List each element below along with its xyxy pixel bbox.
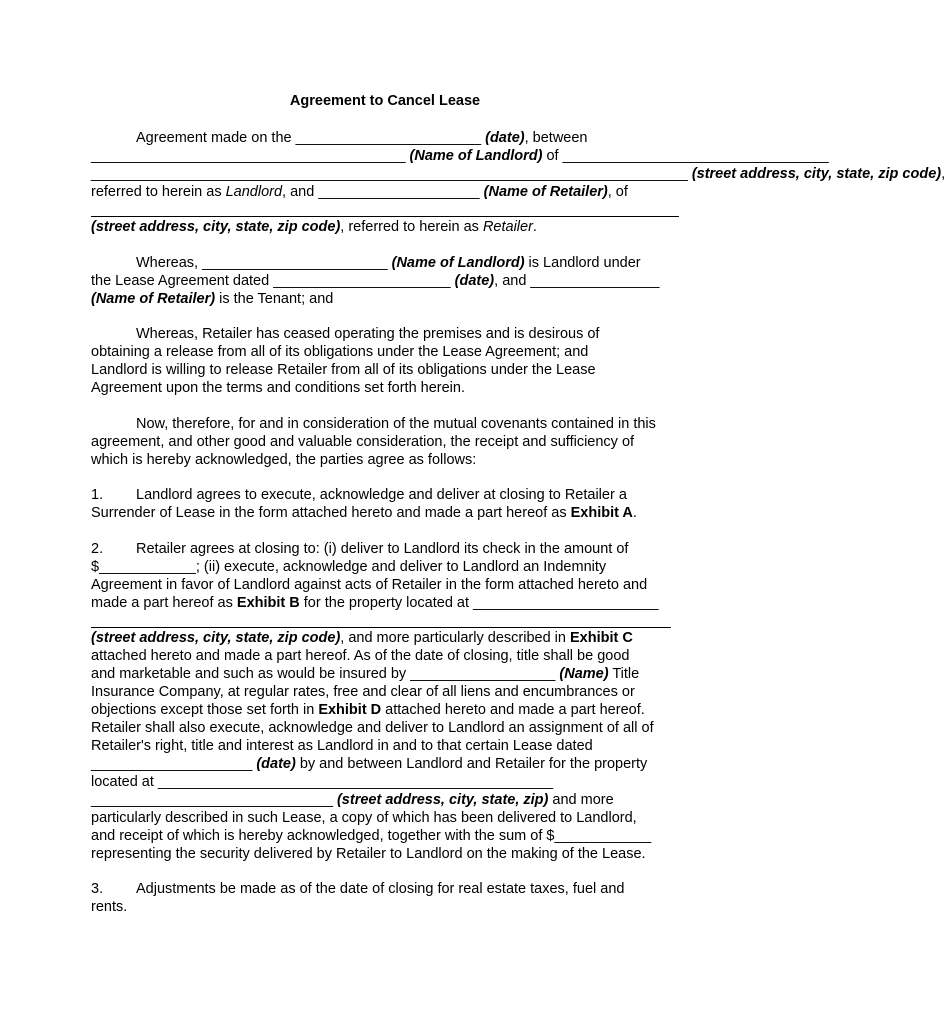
text: objections except those set forth in [91, 702, 319, 718]
text: attached hereto and made a part hereof. [381, 702, 645, 718]
item-2-line-6 [91, 629, 633, 647]
p3-line-4: Agreement upon the terms and conditions set forth herein. [91, 380, 465, 396]
item-2-line-4 [91, 594, 659, 612]
text: , and [494, 273, 531, 289]
p4-line-1: Now, therefore, for and in consideration of the mutual covenants contained in this [136, 416, 656, 432]
blank-check-amount[interactable]: ____________ [99, 559, 196, 575]
blank-landlord-name-2[interactable]: _______________________ [202, 255, 388, 271]
text: , referred to herein as [340, 219, 483, 235]
text: Surrender of Lease in the form attached hereto and made a part hereof as [91, 505, 571, 521]
p4-line-2: agreement, and other good and valuable consideration, the receipt and sufficiency of [91, 434, 635, 450]
p3-line-3: Landlord is willing to release Retailer from all of its obligations under the Lease [91, 362, 596, 378]
text: Landlord [225, 184, 283, 200]
label: (Name) [559, 666, 609, 682]
text: is the Tenant; and [215, 291, 334, 307]
label: (Name of Retailer) [483, 184, 608, 200]
blank-date[interactable]: _______________________ [295, 130, 482, 146]
text: Whereas, [136, 255, 203, 271]
item-2-line-11: Retailer shall also execute, acknowledge and deliver to Landlord an assignment of all of [91, 720, 654, 736]
text: for the property located at [299, 595, 474, 611]
p3-line-2: obtaining a release from all of its obligations under the Lease Agreement; and [91, 344, 589, 360]
exhibit-label: Exhibit B [236, 595, 300, 611]
blank-located-at-2[interactable]: ________________ [424, 774, 554, 790]
text: made a part hereof as [91, 595, 237, 611]
text: , [941, 166, 945, 182]
label: (street address, city, state, zip) [336, 792, 549, 808]
item-1-line-1: Landlord agrees to execute, acknowledge and deliver at closing to Retailer a [136, 487, 627, 503]
blank-retailer-name[interactable]: ____________________ [318, 184, 480, 200]
p4-line-3: which is hereby acknowledged, the parties agree as follows: [91, 452, 477, 468]
item-2-line-16: particularly described in such Lease, a copy of which has been delivered to Landlord, [91, 810, 637, 826]
text: located at [91, 774, 158, 790]
item-2-line-8 [91, 665, 639, 683]
p3-line-1: Whereas, Retailer has ceased operating the premises and is desirous of [136, 326, 600, 342]
exhibit-label: Exhibit C [569, 630, 633, 646]
blank-landlord-name[interactable]: _______________________________________ [91, 148, 406, 164]
text: , of [607, 184, 628, 200]
item-2-line-1: Retailer agrees at closing to: (i) deliver to Landlord its check in the amount of [136, 541, 629, 557]
blank-landlord-of[interactable]: _________________________________ [562, 148, 829, 164]
p1-line-4 [91, 183, 628, 201]
item-2-line-7: attached hereto and made a part hereof. As of the date of closing, title shall be good [91, 648, 630, 664]
text: by and between Landlord and Retailer for the property [295, 756, 648, 772]
text: of [542, 148, 563, 164]
blank-landlord-address[interactable]: _____________________________________ [91, 166, 390, 182]
text: and marketable and such as would be insured by [91, 666, 411, 682]
label: (street address, city, state, zip code) [691, 166, 942, 182]
blank-lease-date[interactable]: ______________________ [273, 273, 451, 289]
text: , between [524, 130, 588, 146]
item-3-line-1: Adjustments be made as of the date of closing for real estate taxes, fuel and [136, 881, 625, 897]
blank-tenant-name[interactable]: ________________ [530, 273, 660, 289]
exhibit-label: Exhibit A [570, 505, 633, 521]
blank-assigned-lease-date[interactable]: ____________________ [91, 756, 253, 772]
text: is Landlord under [524, 255, 641, 271]
label: (Name of Landlord) [391, 255, 525, 271]
item-2-line-12: Retailer's right, title and interest as Landlord in and to that certain Lease dated [91, 738, 593, 754]
blank-title-company[interactable]: __________________ [410, 666, 556, 682]
text: ; (ii) execute, acknowledge and deliver to Landlord an Indemnity [195, 559, 607, 575]
text: . [632, 505, 637, 521]
exhibit-label: Exhibit D [318, 702, 382, 718]
text: and receipt of which is hereby acknowledged, together with the sum of $ [91, 828, 555, 844]
p1-line-6 [91, 218, 537, 236]
item-2-line-17 [91, 827, 651, 845]
item-2-line-10 [91, 701, 645, 719]
label: (date) [485, 130, 525, 146]
p1-line-3 [91, 165, 945, 183]
item-2-line-2 [91, 558, 606, 576]
text: , and more particularly described in [340, 630, 570, 646]
text: , and [282, 184, 319, 200]
document-title: Agreement to Cancel Lease [289, 93, 481, 109]
p1-line-2 [91, 147, 829, 165]
item-2-line-14 [91, 773, 553, 791]
text: referred to herein as [91, 184, 226, 200]
label: (Name of Landlord) [409, 148, 543, 164]
blank-located-at[interactable]: _________________________________ [157, 774, 425, 790]
label: (Name of Retailer) [91, 291, 216, 307]
text: . [532, 219, 537, 235]
label: (street address, city, state, zip code) [91, 630, 341, 646]
p2-line-2 [91, 272, 659, 290]
item-2-line-13 [91, 755, 647, 773]
blank-lease-property-address[interactable]: ______________________________ [91, 792, 333, 808]
item-3-number: 3. [91, 881, 104, 897]
item-2-number: 2. [91, 541, 104, 557]
blank-property-location[interactable]: _______________________ [473, 595, 659, 611]
text: $ [91, 559, 100, 575]
blank-property-address-line[interactable] [91, 627, 671, 628]
text: Agreement made on the [136, 130, 296, 146]
item-1-number: 1. [91, 487, 104, 503]
label: (date) [256, 756, 296, 772]
label: (date) [454, 273, 495, 289]
blank-security-sum[interactable]: ____________ [554, 828, 652, 844]
blank-retailer-address-line[interactable] [91, 216, 679, 217]
p2-line-3 [91, 290, 333, 308]
text: Retailer [482, 219, 533, 235]
p2-line-1 [136, 254, 641, 272]
item-2-line-3: Agreement in favor of Landlord against acts of Retailer in the form attached hereto and [91, 577, 648, 593]
item-3-line-2: rents. [91, 899, 128, 915]
item-2-line-9: Insurance Company, at regular rates, free and clear of all liens and encumbrances or [91, 684, 635, 700]
text: and more [548, 792, 614, 808]
text: the Lease Agreement dated [91, 273, 274, 289]
item-2-line-15 [91, 791, 614, 809]
p1-line-1 [136, 129, 588, 147]
label: (street address, city, state, zip code) [91, 219, 341, 235]
item-1-line-2 [91, 504, 637, 522]
text: Title [608, 666, 640, 682]
item-2-line-18: representing the security delivered by Retailer to Landlord on the making of the Lease. [91, 846, 646, 862]
blank-landlord-address-2[interactable]: _____________________________________ [389, 166, 688, 182]
